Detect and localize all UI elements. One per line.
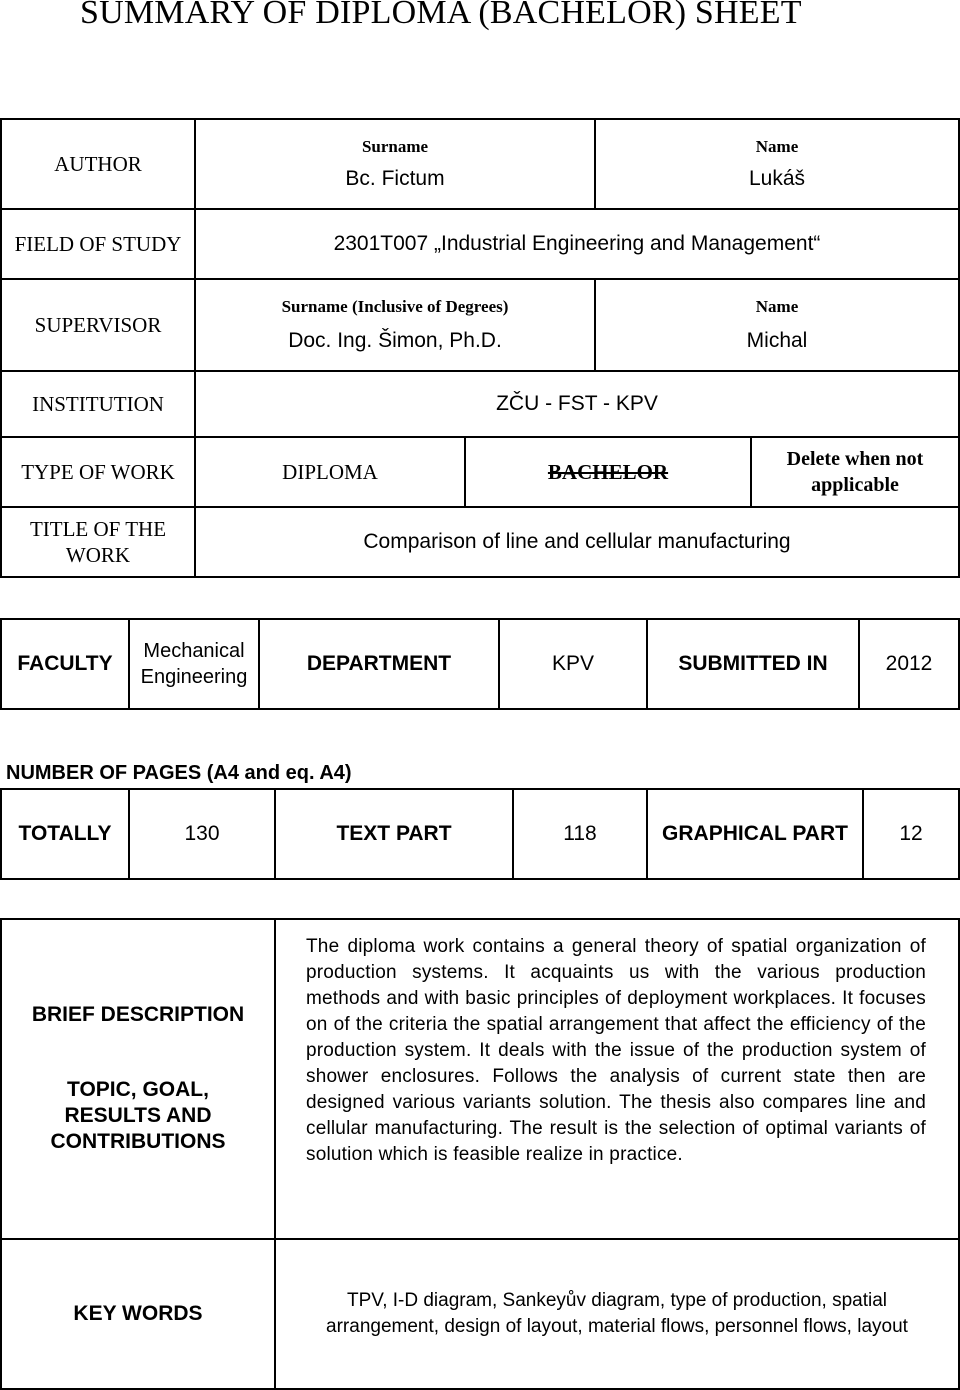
author-surname: Bc. Fictum bbox=[345, 167, 445, 190]
graphical-part-value: 12 bbox=[862, 788, 960, 880]
supervisor-surname-cell bbox=[194, 278, 596, 372]
supervisor-name: Michal bbox=[746, 329, 808, 352]
brief-text: The diploma work contains a general theory of spatial organization of production systems. It acquaints us with the various production methods and with basic principles of deployment workplaces. It focuses on of the criteria the spatial arrangement that affect the efficiency of the production system. It deals with the issue of the production system of shower enclosures. Follows the analysis of current state then are designed various variants solution. The thesis also compares line and cellular manufacturing. The result is the selection of optimal variants of solution which is feasible realize in practice. bbox=[306, 936, 926, 1165]
field-of-study-label: FIELD OF STUDY bbox=[0, 208, 196, 280]
keywords-value: TPV, I-D diagram, Sankeyův diagram, type of production, spatial arrangement, design of layout, material flows, personnel flows, layout bbox=[326, 1290, 908, 1337]
type-of-work-label: TYPE OF WORK bbox=[0, 436, 196, 508]
submitted-label: SUBMITTED IN bbox=[646, 618, 860, 710]
brief-label: BRIEF DESCRIPTION bbox=[31, 1003, 245, 1026]
type-option-diploma: DIPLOMA bbox=[194, 436, 466, 508]
department-label: DEPARTMENT bbox=[258, 618, 500, 710]
totally-value: 130 bbox=[128, 788, 276, 880]
institution-label: INSTITUTION bbox=[0, 370, 196, 438]
author-surname-header: Surname bbox=[361, 137, 429, 156]
title-of-work-value: Comparison of line and cellular manufacturing bbox=[194, 506, 960, 578]
author-name: Lukáš bbox=[748, 167, 806, 190]
author-name-header: Name bbox=[755, 137, 799, 156]
keywords-label: KEY WORDS bbox=[0, 1238, 276, 1390]
totally-label: TOTALLY bbox=[0, 788, 130, 880]
title-of-work-label: TITLE OF THE WORK bbox=[0, 506, 196, 578]
pages-label: NUMBER OF PAGES (A4 and eq. A4) bbox=[6, 762, 352, 784]
author-surname-cell bbox=[194, 118, 596, 210]
brief-sublabel: TOPIC, GOAL, RESULTS AND CONTRIBUTIONS bbox=[50, 1078, 226, 1153]
author-label: AUTHOR bbox=[0, 118, 196, 210]
author-name-cell bbox=[594, 118, 960, 210]
text-part-value: 118 bbox=[512, 788, 648, 880]
supervisor-name-cell bbox=[594, 278, 960, 372]
supervisor-surname: Doc. Ing. Šimon, Ph.D. bbox=[288, 329, 502, 352]
institution-value: ZČU - FST - KPV bbox=[194, 370, 960, 438]
supervisor-name-header: Name bbox=[755, 297, 799, 316]
supervisor-label: SUPERVISOR bbox=[0, 278, 196, 372]
field-of-study-value: 2301T007 „Industrial Engineering and Management“ bbox=[194, 208, 960, 280]
text-part-label: TEXT PART bbox=[274, 788, 514, 880]
type-option-bachelor: BACHELOR bbox=[464, 436, 752, 508]
supervisor-surname-header: Surname (Inclusive of Degrees) bbox=[281, 297, 509, 316]
submitted-value: 2012 bbox=[858, 618, 960, 710]
brief-label-cell bbox=[0, 918, 276, 1240]
department-value: KPV bbox=[498, 618, 648, 710]
page-title: SUMMARY OF DIPLOMA (BACHELOR) SHEET bbox=[80, 0, 802, 31]
faculty-value: Mechanical Engineering bbox=[128, 618, 260, 710]
graphical-part-label: GRAPHICAL PART bbox=[646, 788, 864, 880]
faculty-label: FACULTY bbox=[0, 618, 130, 710]
keywords-cell bbox=[274, 1238, 960, 1390]
type-note: Delete when not applicable bbox=[750, 436, 960, 508]
